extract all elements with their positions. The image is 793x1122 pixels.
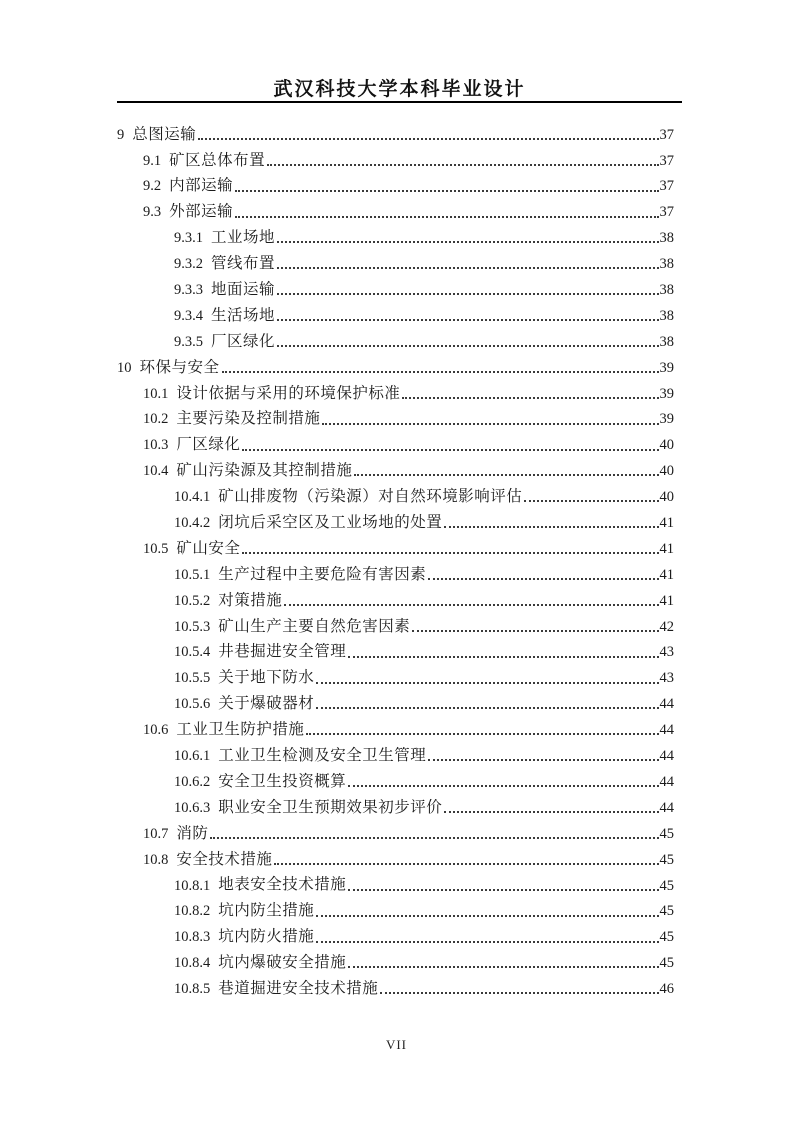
toc-dot-leader bbox=[277, 345, 658, 347]
toc-entry-title: 厂区绿化 bbox=[211, 332, 276, 350]
toc-entry-number: 10 bbox=[117, 359, 132, 376]
toc-entry-number: 10.7 bbox=[143, 825, 169, 842]
toc-dot-leader bbox=[277, 293, 658, 295]
toc-entry-title: 井巷掘进安全管理 bbox=[218, 643, 347, 661]
toc-entry[interactable] bbox=[117, 143, 674, 169]
toc-entry[interactable] bbox=[117, 946, 674, 972]
toc-dot-leader bbox=[524, 500, 658, 502]
toc-dot-leader bbox=[277, 319, 658, 321]
toc-entry-title: 地表安全技术措施 bbox=[218, 876, 347, 894]
toc-entry-number: 10.8.2 bbox=[174, 903, 211, 920]
toc-entry-number: 10.8.3 bbox=[174, 929, 211, 946]
toc-entry-title: 管线布置 bbox=[211, 255, 276, 273]
toc-entry-title: 工业卫生防护措施 bbox=[176, 721, 305, 739]
toc-entry-number: 10.1 bbox=[143, 385, 169, 402]
toc-entry-number: 10.8.1 bbox=[174, 877, 211, 894]
toc-entry-number: 9 bbox=[117, 126, 125, 143]
toc-dot-leader bbox=[316, 682, 658, 684]
toc-entry-title: 巷道掘进安全技术措施 bbox=[218, 980, 379, 998]
toc-entry-number: 9.1 bbox=[143, 152, 162, 169]
toc-dot-leader bbox=[380, 992, 658, 994]
toc-entry[interactable] bbox=[117, 971, 674, 997]
toc-entry-title: 关于地下防水 bbox=[218, 669, 315, 687]
toc-entry[interactable] bbox=[117, 376, 674, 402]
toc-entry-page: 38 bbox=[659, 333, 674, 350]
toc-entry-page: 37 bbox=[659, 126, 674, 143]
toc-dot-leader bbox=[316, 941, 658, 943]
toc-dot-leader bbox=[242, 449, 658, 451]
toc-entry-number: 10.8.4 bbox=[174, 955, 211, 972]
page-header-title: 武汉科技大学本科毕业设计 bbox=[273, 79, 526, 100]
toc-dot-leader bbox=[444, 526, 658, 528]
toc-entry-page: 37 bbox=[659, 178, 674, 195]
toc-entry-page: 41 bbox=[659, 566, 674, 583]
toc-entry-page: 37 bbox=[659, 204, 674, 221]
toc-entry-number: 9.3.5 bbox=[174, 333, 203, 350]
toc-entry-page: 41 bbox=[659, 592, 674, 609]
toc-entry-number: 10.3 bbox=[143, 437, 169, 454]
toc-entry[interactable] bbox=[117, 505, 674, 531]
toc-entry-page: 37 bbox=[659, 152, 674, 169]
toc-entry-number: 10.6.3 bbox=[174, 799, 211, 816]
toc-entry-page: 45 bbox=[659, 955, 674, 972]
toc-entry-page: 43 bbox=[659, 670, 674, 687]
toc-entry-page: 44 bbox=[659, 799, 674, 816]
toc-dot-leader bbox=[428, 578, 658, 580]
toc-entry[interactable] bbox=[117, 221, 674, 247]
toc-entry-page: 38 bbox=[659, 282, 674, 299]
toc-entry-page: 45 bbox=[659, 877, 674, 894]
toc-entry-title: 生活场地 bbox=[211, 306, 276, 324]
toc-entry-page: 38 bbox=[659, 230, 674, 247]
toc-entry[interactable] bbox=[117, 790, 674, 816]
toc-entry-page: 42 bbox=[659, 618, 674, 635]
toc-entry[interactable] bbox=[117, 557, 674, 583]
toc-entry-title: 环保与安全 bbox=[139, 358, 220, 376]
toc-entry-page: 38 bbox=[659, 307, 674, 324]
toc-entry-title: 矿区总体布置 bbox=[169, 151, 266, 169]
toc-entry-title: 坑内爆破安全措施 bbox=[218, 954, 347, 972]
toc-entry[interactable] bbox=[117, 894, 674, 920]
toc-entry-page: 40 bbox=[659, 489, 674, 506]
toc-entry-page: 41 bbox=[659, 540, 674, 557]
toc-entry-number: 10.5.6 bbox=[174, 696, 211, 713]
toc-entry-title: 安全技术措施 bbox=[176, 850, 273, 868]
toc-entry-number: 10.5.3 bbox=[174, 618, 211, 635]
toc-entry-page: 39 bbox=[659, 411, 674, 428]
toc-entry-title: 内部运输 bbox=[169, 177, 234, 195]
toc-entry-page: 40 bbox=[659, 437, 674, 454]
toc-entry[interactable] bbox=[117, 246, 674, 272]
toc-entry-title: 坑内防尘措施 bbox=[218, 902, 315, 920]
toc-entry-number: 9.3.3 bbox=[174, 282, 203, 299]
toc-entry-title: 主要污染及控制措施 bbox=[176, 410, 321, 428]
toc-entry[interactable] bbox=[117, 920, 674, 946]
toc-entry[interactable] bbox=[117, 583, 674, 609]
toc-entry-number: 10.8.5 bbox=[174, 981, 211, 998]
toc-dot-leader bbox=[274, 863, 658, 865]
toc-dot-leader bbox=[316, 707, 658, 709]
toc-entry-title: 地面运输 bbox=[211, 280, 276, 298]
toc-entry-title: 外部运输 bbox=[169, 203, 234, 221]
toc-entry-page: 43 bbox=[659, 644, 674, 661]
toc-entry[interactable] bbox=[117, 738, 674, 764]
toc-dot-leader bbox=[210, 837, 658, 839]
toc-entry[interactable] bbox=[117, 428, 674, 454]
toc-dot-leader bbox=[235, 216, 658, 218]
toc-entry[interactable] bbox=[117, 816, 674, 842]
toc-entry[interactable] bbox=[117, 868, 674, 894]
toc-entry-title: 对策措施 bbox=[218, 591, 283, 609]
toc-entry-title: 消防 bbox=[176, 824, 209, 842]
toc-dot-leader bbox=[428, 759, 658, 761]
toc-entry-title: 矿山排废物（污染源）对自然环境影响评估 bbox=[218, 488, 523, 506]
toc-entry-number: 10.6.1 bbox=[174, 748, 211, 765]
toc-entry-number: 10.4.1 bbox=[174, 489, 211, 506]
toc-entry[interactable] bbox=[117, 350, 674, 376]
toc-entry-title: 安全卫生投资概算 bbox=[218, 772, 347, 790]
toc-entry-title: 矿山污染源及其控制措施 bbox=[176, 462, 353, 480]
toc-entry-page: 44 bbox=[659, 696, 674, 713]
toc-dot-leader bbox=[402, 397, 658, 399]
toc-entry-number: 9.2 bbox=[143, 178, 162, 195]
toc-entry-number: 10.6 bbox=[143, 722, 169, 739]
toc-entry-title: 生产过程中主要危险有害因素 bbox=[218, 565, 427, 583]
toc-entry-title: 设计依据与采用的环境保护标准 bbox=[176, 384, 401, 402]
toc-dot-leader bbox=[277, 241, 658, 243]
toc-entry-page: 45 bbox=[659, 851, 674, 868]
toc-dot-leader bbox=[354, 474, 658, 476]
toc-entry-number: 10.6.2 bbox=[174, 773, 211, 790]
toc-entry-page: 40 bbox=[659, 463, 674, 480]
toc-dot-leader bbox=[316, 915, 658, 917]
toc-entry-page: 39 bbox=[659, 385, 674, 402]
toc-entry-page: 44 bbox=[659, 722, 674, 739]
toc-entry[interactable] bbox=[117, 324, 674, 350]
toc-entry[interactable] bbox=[117, 531, 674, 557]
toc-entry-title: 厂区绿化 bbox=[176, 436, 241, 454]
header-divider bbox=[117, 101, 682, 103]
toc-entry-number: 10.4.2 bbox=[174, 515, 211, 532]
toc-entry-title: 总图运输 bbox=[132, 125, 197, 143]
toc-entry[interactable] bbox=[117, 712, 674, 738]
toc-entry-title: 矿山生产主要自然危害因素 bbox=[218, 617, 411, 635]
toc-entry[interactable] bbox=[117, 117, 674, 143]
toc-entry-title: 坑内防火措施 bbox=[218, 928, 315, 946]
toc-entry[interactable] bbox=[117, 479, 674, 505]
toc-dot-leader bbox=[284, 604, 658, 606]
toc-entry-page: 39 bbox=[659, 359, 674, 376]
toc-entry-number: 10.5.2 bbox=[174, 592, 211, 609]
toc-entry[interactable] bbox=[117, 169, 674, 195]
toc-dot-leader bbox=[412, 630, 658, 632]
toc-entry-number: 10.5 bbox=[143, 540, 169, 557]
toc-dot-leader bbox=[235, 190, 658, 192]
toc-dot-leader bbox=[348, 889, 658, 891]
toc-dot-leader bbox=[277, 267, 658, 269]
toc-entry[interactable] bbox=[117, 609, 674, 635]
toc-entry-page: 45 bbox=[659, 929, 674, 946]
toc-list bbox=[117, 117, 674, 997]
toc-entry[interactable] bbox=[117, 635, 674, 661]
toc-entry[interactable] bbox=[117, 454, 674, 480]
toc-entry[interactable] bbox=[117, 272, 674, 298]
toc-entry-number: 9.3.1 bbox=[174, 230, 203, 247]
toc-dot-leader bbox=[348, 966, 658, 968]
toc-entry-title: 工业卫生检测及安全卫生管理 bbox=[218, 747, 427, 764]
toc-entry-page: 45 bbox=[659, 903, 674, 920]
toc-entry[interactable] bbox=[117, 298, 674, 324]
toc-entry-number: 10.5.1 bbox=[174, 566, 211, 583]
toc-entry-page: 41 bbox=[659, 515, 674, 532]
toc-entry-number: 10.4 bbox=[143, 463, 169, 480]
footer-page-number: VII bbox=[385, 1037, 408, 1052]
toc-dot-leader bbox=[348, 656, 658, 658]
toc-entry-page: 46 bbox=[659, 981, 674, 998]
toc-entry[interactable] bbox=[117, 764, 674, 790]
toc-entry[interactable] bbox=[117, 687, 674, 713]
toc-entry-title: 职业安全卫生预期效果初步评价 bbox=[218, 798, 443, 816]
toc-entry-number: 9.3.4 bbox=[174, 307, 203, 324]
toc-entry-page: 44 bbox=[659, 773, 674, 790]
toc-entry-page: 45 bbox=[659, 825, 674, 842]
toc-entry-number: 10.5.5 bbox=[174, 670, 211, 687]
toc-entry[interactable] bbox=[117, 195, 674, 221]
toc-entry-title: 闭坑后采空区及工业场地的处置 bbox=[218, 513, 443, 531]
toc-entry-title: 工业场地 bbox=[211, 229, 276, 247]
toc-entry[interactable] bbox=[117, 842, 674, 868]
toc-entry-title: 关于爆破器材 bbox=[218, 695, 315, 713]
toc-entry[interactable] bbox=[117, 402, 674, 428]
toc-entry-page: 44 bbox=[659, 748, 674, 765]
toc-entry-number: 10.2 bbox=[143, 411, 169, 428]
toc-dot-leader bbox=[222, 371, 659, 373]
toc-entry-number: 9.3.2 bbox=[174, 256, 203, 273]
toc-entry-number: 9.3 bbox=[143, 204, 162, 221]
toc-entry-number: 10.8 bbox=[143, 851, 169, 868]
toc-dot-leader bbox=[306, 733, 658, 735]
toc-dot-leader bbox=[198, 138, 658, 140]
toc-entry-page: 38 bbox=[659, 256, 674, 273]
toc-entry[interactable] bbox=[117, 661, 674, 687]
toc-dot-leader bbox=[444, 811, 658, 813]
toc-dot-leader bbox=[267, 164, 658, 166]
toc-entry-title: 矿山安全 bbox=[176, 539, 241, 557]
toc-dot-leader bbox=[242, 552, 658, 554]
toc-entry-number: 10.5.4 bbox=[174, 644, 211, 661]
toc-dot-leader bbox=[322, 423, 658, 425]
toc-dot-leader bbox=[348, 785, 658, 787]
